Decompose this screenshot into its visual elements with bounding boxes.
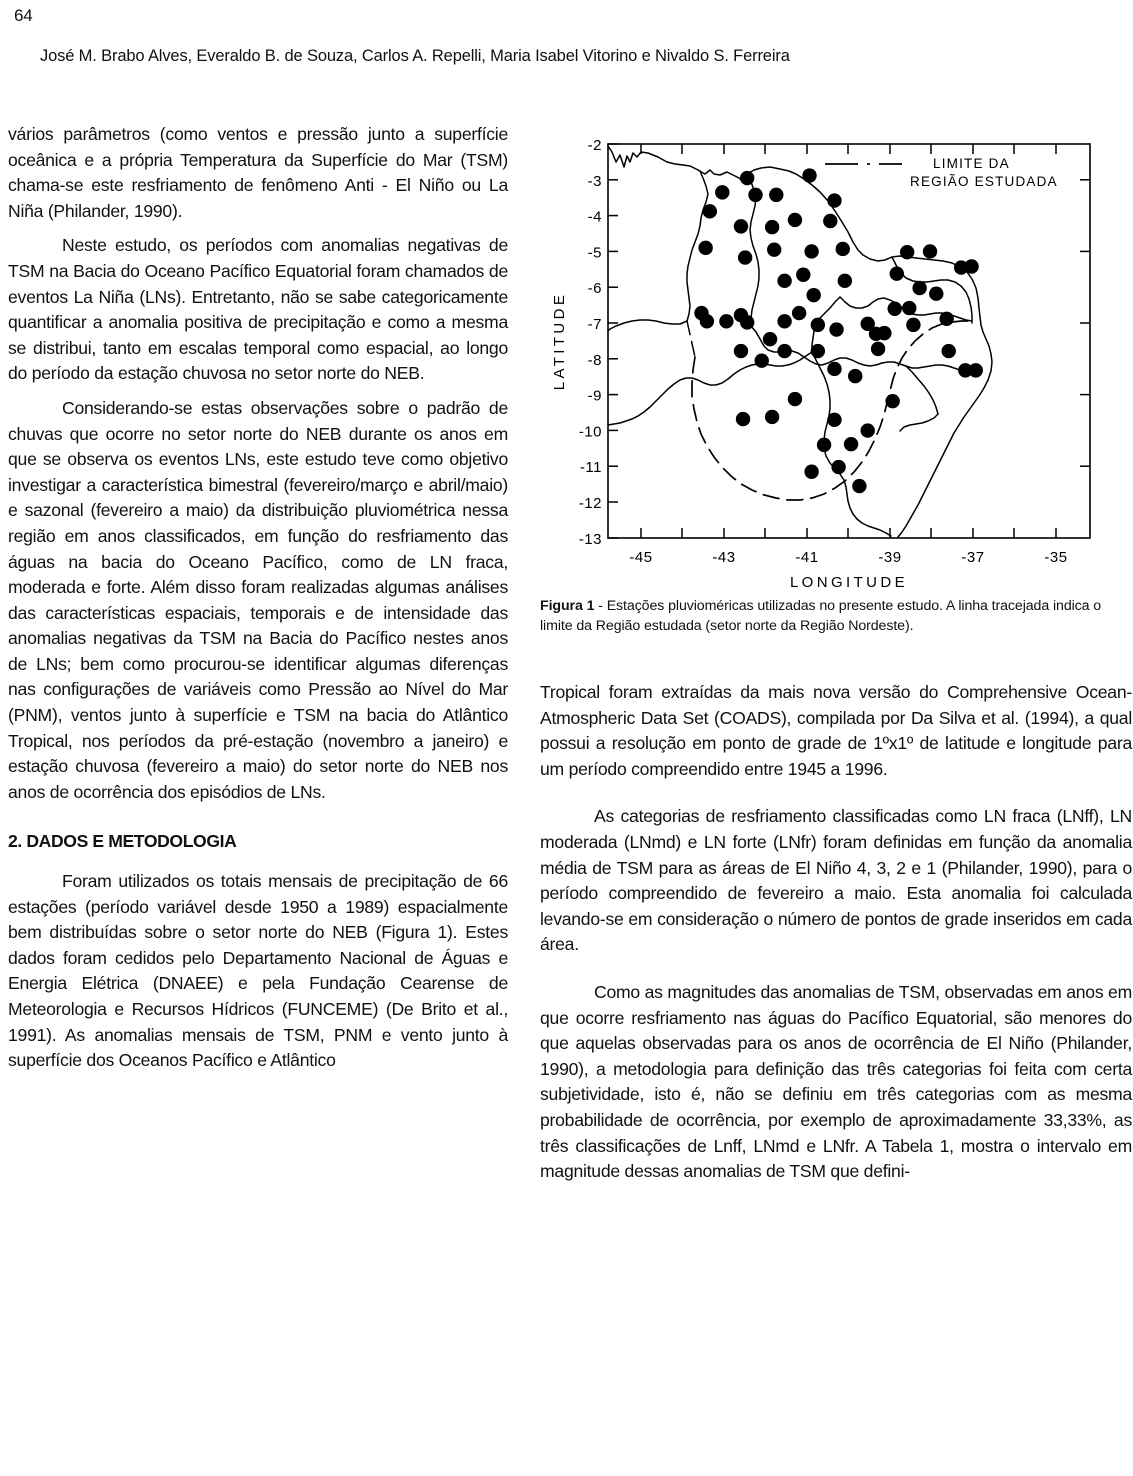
svg-text:-39: -39 [878,549,902,566]
station-point [698,241,712,255]
paragraph: Como as magnitudes das anomalias de TSM, observadas em anos em que ocorre resfriamento nas águas do Pacífico Equatorial, são menores do que aquelas observadas para os anos de ocorrência de El Niño (Philander, 1990), a metodologia para definição das três categorias foi feita com certa subjetividade, isto é, não se definiu em três categorias com as mesma probabilidade de ocorrência, por exemplo de aproximadamente 33,33%, as três classificações de Lnff, LNmd e LNfr. A Tabela 1, mostra o intervalo em magnitude dessas anomalias de TSM que defini- [540,981,1132,1182]
station-point [888,302,902,316]
svg-text:-11: -11 [579,459,602,477]
station-point [861,423,875,437]
svg-text:-43: -43 [712,549,736,566]
svg-text:-13: -13 [578,531,602,548]
station-point [763,332,777,346]
station-point [769,188,783,202]
svg-text:-8: -8 [587,351,602,369]
station-point [734,219,748,233]
station-point [811,344,825,358]
station-point [877,326,891,340]
station-point [964,259,978,273]
station-point [942,344,956,358]
svg-text:-7: -7 [587,316,602,333]
svg-text:-4: -4 [587,208,602,226]
map-svg [540,122,1120,590]
legend-label-line2: REGIÃO ESTUDADA [910,174,1058,189]
station-point [765,220,779,234]
svg-text:-2: -2 [587,137,602,154]
svg-text:-3: -3 [587,172,602,190]
station-point [923,244,937,258]
paragraph: vários parâmetros (como ventos e pressão junto a superfície oceânica e a própria Temperatura da Superfície do Mar (TSM) chama-se este resfriamento de fenômeno Anti - El Niño ou La Niña (Philander, 1990). [8,124,508,221]
right-text-column [540,680,1132,1194]
station-point [788,392,802,406]
station-point [777,274,791,288]
station-point [827,413,841,427]
paragraph: As categorias de resfriamento classificadas como LN fraca (LNff), LN moderada (LNmd) e LN forte (LNfr) foram definidas em função da anomalia média de TSM para as áreas de El Niño 4, 3, 2 e 1 (Philander, 1990), para o período compreendido de fevereiro a maio. Esta anomalia foi calculada levando-se em consideração o número de pontos de grade inseridos em cada área. [540,806,1132,955]
x-axis-title: LONGITUDE [789,574,909,590]
svg-text:-41: -41 [795,549,819,566]
station-point [912,281,926,295]
station-point [765,410,779,424]
station-point [804,244,818,258]
station-point [906,318,920,332]
station-point [823,214,837,228]
station-map-chart [540,122,1120,590]
page-number: 64 [14,6,33,25]
station-point [836,242,850,256]
legend-label-line1: LIMITE DA [933,156,1010,171]
station-point [902,301,916,315]
station-point [740,315,754,329]
svg-text:-12: -12 [578,495,602,512]
y-tick-labels [579,137,602,548]
left-text-column [8,122,508,1083]
station-point [871,342,885,356]
station-point [748,188,762,202]
y-axis-title: LATITUDE [551,291,568,391]
paragraph: Neste estudo, os períodos com anomalias negativas de TSM na Bacia do Oceano Pacífico Equatorial foram chamados de eventos La Niña (LNs). Entretanto, não se sabe categoricamente quantificar a anomalia positiva de precipitação e como a mesma se distribui, tanto em escalas temporal como espacial, ao longo do período da estação chuvosa no setor norte do NEB. [8,235,508,384]
station-point [788,213,802,227]
station-point [848,369,862,383]
station-point [852,479,866,493]
station-point [767,242,781,256]
station-point [838,274,852,288]
svg-text:-5: -5 [587,244,602,262]
station-point [740,171,754,185]
station-point [734,344,748,358]
station-point [969,363,983,377]
section-heading: 2. DADOS E METODOLOGIA [8,831,237,852]
station-point [939,312,953,326]
x-tick-labels [629,549,1067,566]
station-point [755,354,769,368]
svg-text:-6: -6 [587,280,602,298]
station-point [811,318,825,332]
station-point [829,322,843,336]
svg-text:-45: -45 [629,549,653,566]
paragraph: Tropical foram extraídas da mais nova versão do Comprehensive Ocean-Atmospheric Data Set (COADS), compilada por Da Silva et al. (1994), a qual possui a resolução em ponto de grade de 1ºx1º de latitude e longitude para um período compreendido entre 1945 a 1996. [540,682,1132,779]
paragraph: Considerando-se estas observações sobre o padrão de chuvas que ocorre no setor norte do NEB durante os anos em que se observa os eventos LNs, este estudo teve como objetivo investigar a característica bimestral (fevereiro/março e abril/maio) e sazonal (fevereiro a maio) da distribuição pluviométrica nessa região em anos classificados, em função do resfriamento das águas na bacia do Oceano Pacífico, como de LN fraca, moderada e forte. Além disso foram realizadas algumas análises das características espaciais, temporais e de intensidade das anomalias negativas da TSM na Bacia do Pacífico nestes anos de LNs; bem como procurou-se identificar algumas diferenças nas configurações de variáveis como Pressão ao Nível do Mar (PNM), ventos junto à superfície e TSM na bacia do Atlântico Tropical, nos períodos da pré-estação (novembro a janeiro) e estação chuvosa (fevereiro a maio) do setor norte do NEB nos anos de ocorrência dos episódios de LNs. [8,397,508,802]
station-point [929,287,943,301]
station-point [777,314,791,328]
figure-1 [540,122,1132,590]
station-point [715,185,729,199]
paragraph: Foram utilizados os totais mensais de precipitação de 66 estações (período variável desde 1950 a 1989) espacialmente bem distribuídas sobre o setor norte do NEB (Figura 1). Estes dados foram cedidos pelo Departamento Nacional de Águas e Energia Elétrica (DNAEE) e pela Fundação Cearense de Meteorologia e Recursos Hídricos (FUNCEME) (De Brito et al., 1991). As anomalias mensais de TSM, PNM e vento junto à superfície dos Oceanos Pacífico e Atlântico [8,871,508,1071]
author-line: José M. Brabo Alves, Everaldo B. de Souza, Carlos A. Repelli, Maria Isabel Vitorino e Nivaldo S. Ferreira [40,47,790,65]
station-point [700,314,714,328]
station-point [703,204,717,218]
station-point [827,362,841,376]
station-point [719,314,733,328]
station-point [827,193,841,207]
station-point [738,250,752,264]
station-point [804,465,818,479]
station-point [900,245,914,259]
station-point [817,438,831,452]
station-point [831,460,845,474]
svg-text:-9: -9 [587,387,602,405]
svg-text:-10: -10 [578,423,602,441]
station-point [792,306,806,320]
svg-text:-37: -37 [961,549,985,566]
figure-caption-label: Figura 1 [540,598,595,614]
station-point [777,344,791,358]
figure-caption-text: - Estações pluvioméricas utilizadas no presente estudo. A linha tracejada indica o limite da Região estudada (setor norte da Região Nordeste). [540,598,1102,634]
station-point [890,266,904,280]
station-point [844,437,858,451]
station-point [802,168,816,182]
station-point [885,394,899,408]
station-point [796,268,810,282]
plot-frame [608,144,1090,538]
svg-text:-35: -35 [1044,549,1068,566]
station-point [736,412,750,426]
station-point [806,288,820,302]
figure-caption [540,597,1122,636]
